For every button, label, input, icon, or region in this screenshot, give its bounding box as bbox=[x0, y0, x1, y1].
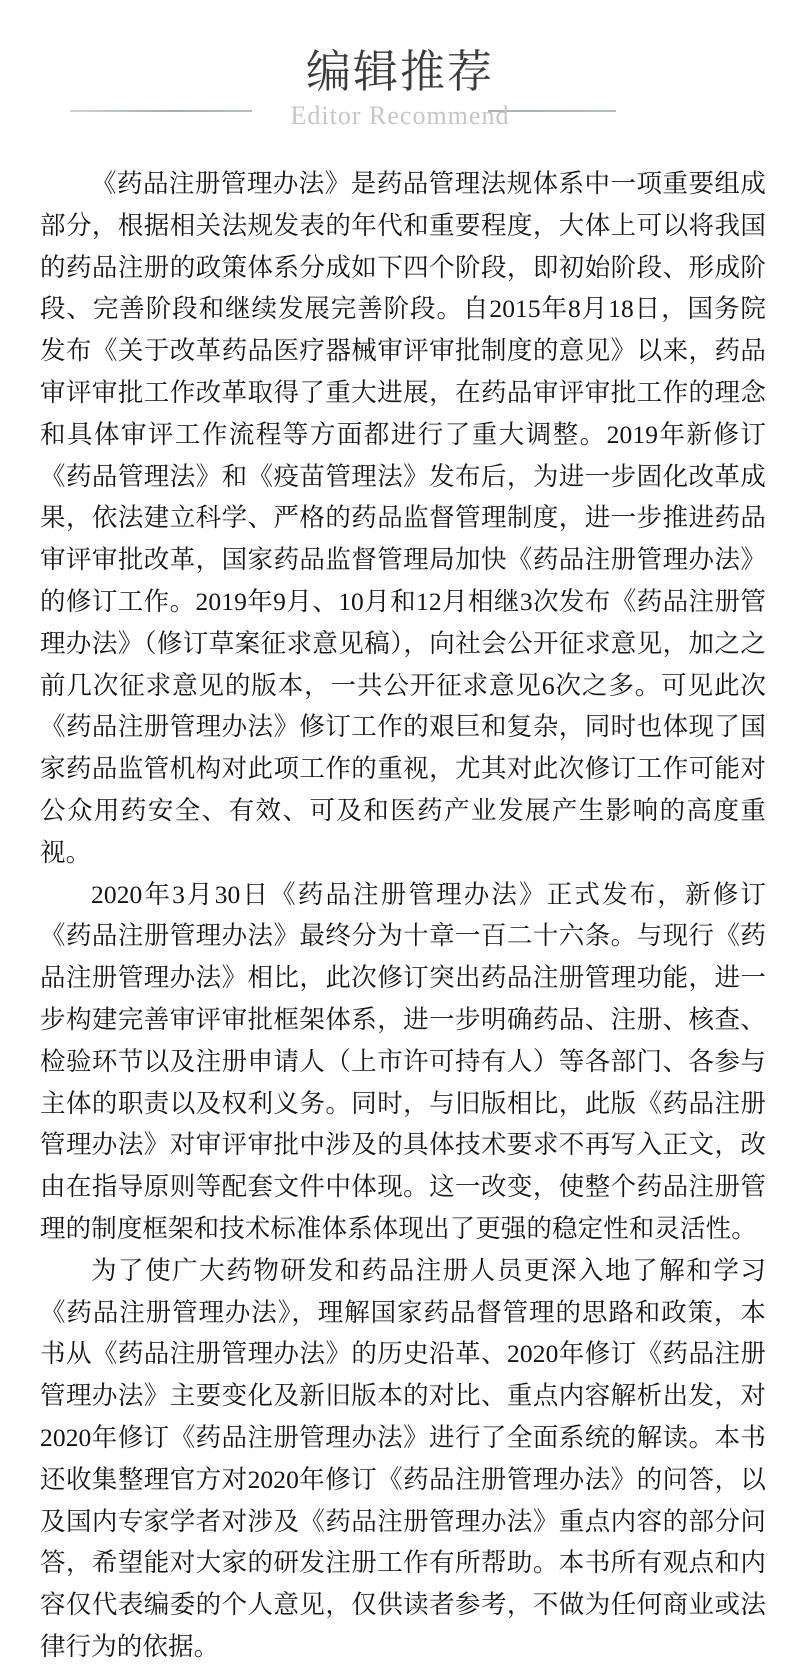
page-header bbox=[0, 0, 800, 150]
page-subtitle: Editor Recommend bbox=[290, 101, 510, 130]
page-title: 编辑推荐 bbox=[305, 46, 494, 97]
paragraph: 2020年3月30日《药品注册管理办法》正式发布，新修订《药品注册管理办法》最终分为十章一百二十六条。与现行《药品注册管理办法》相比，此次修订突出药品注册管理功能，进一步构建完善审评审批框架体系，进一步明确药品、注册、核查、检验环节以及注册申请人（上市许可持有人）等各部门、各参与主体的职责以及权利义务。同时，与旧版相比，此版《药品注册管理办法》对审评审批中涉及的具体技术要求不再写入正文，改由在指导原则等配套文件中体现。这一改变，使整个药品注册管理的制度框架和技术标准体系体现出了更强的稳定性和灵活性。 bbox=[40, 879, 766, 1243]
body-content bbox=[40, 163, 766, 1668]
paragraph: 《药品注册管理办法》是药品管理法规体系中一项重要组成部分，根据相关法规发表的年代和重要程度，大体上可以将我国的药品注册的政策体系分成如下四个阶段，即初始阶段、形成阶段、完善阶段和继续发展完善阶段。自2015年8月18日，国务院发布《关于改革药品医疗器械审评审批制度的意见》以来，药品审评审批工作改革取得了重大进展，在药品审评审批工作的理念和具体审评工作流程等方面都进行了重大调整。2019年新修订《药品管理法》和《疫苗管理法》发布后，为进一步固化改革成果，依法建立科学、严格的药品监督管理制度，进一步推进药品审评审批改革，国家药品监督管理局加快《药品注册管理办法》的修订工作。2019年9月、10月和12月相继3次发布《药品注册管理办法》（修订草案征求意见稿），向社会公开征求意见，加之之前几次征求意见的版本，一共公开征求意见6次之多。可见此次《药品注册管理办法》修订工作的艰巨和复杂，同时也体现了国家药品监管机构对此项工作的重视，尤其对此次修订工作可能对公众用药安全、有效、可及和医药产业发展产生影响的高度重视。 bbox=[40, 169, 766, 867]
paragraph: 为了使广大药物研发和药品注册人员更深入地了解和学习《药品注册管理办法》，理解国家药品督管理的思路和政策，本书从《药品注册管理办法》的历史沿革、2020年修订《药品注册管理办法》主要变化及新旧版本的对比、重点内容解析出发，对2020年修订《药品注册管理办法》进行了全面系统的解读。本书还收集整理官方对2020年修订《药品注册管理办法》的问答，以及国内专家学者对涉及《药品注册管理办法》重点内容的部分问答，希望能对大家的研发注册工作有所帮助。本书所有观点和内容仅代表编委的个人意见，仅供读者参考，不做为任何商业或法律行为的依据。 bbox=[40, 1255, 766, 1661]
